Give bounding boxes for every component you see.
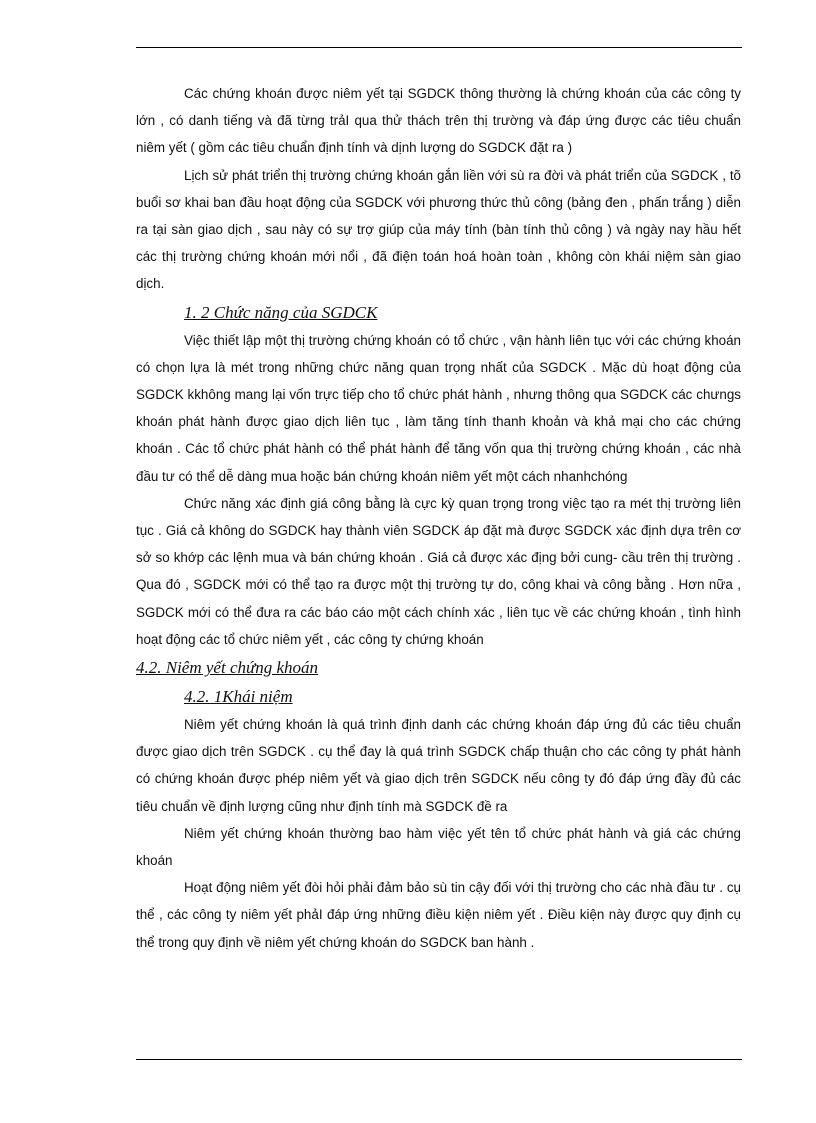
paragraph: Hoạt động niêm yết đòi hỏi phải đảm bảo sù tin cậy đối với thị trường cho các nhà đầu tư . cụ thể , các công ty niêm yết phảI đáp ứng những điều kiện niêm yết . Điều kiện này được quy định cụ thể trong quy định về niêm yết chứng khoán do SGDCK ban hành . (136, 880, 741, 950)
paragraph: Các chứng khoán được niêm yết tại SGDCK thông thường là chứng khoán của các công ty lớn , có danh tiếng và đã từng trảI qua thử thách trên thị trường và đáp ứng được các tiêu chuẩn niêm yết ( gồm các tiêu chuẩn định tính và dịnh lượng do SGDCK đặt ra ) (136, 86, 741, 156)
paragraph: Niêm yết chứng khoán là quá trình định danh các chứng khoán đáp ứng đủ các tiêu chuẩn được giao dịch trên SGDCK . cụ thể đay là quá trình SGDCK chấp thuận cho các công ty phát hành có chứng khoán được phép niêm yết và giao dịch trên SGDCK nếu công ty đó đáp ứng đầy đủ các tiêu chuẩn về định lượng cũng như định tính mà SGDCK đề ra (136, 717, 741, 814)
paragraph: Chức năng xác định giá công bằng là cực kỳ quan trọng trong việc tạo ra mét thị trường liên tục . Giá cả không do SGDCK hay thành viên SGDCK áp đặt mà được SGDCK xác định dựa trên cơ sở so khớp các lệnh mua và bán chứng khoán . Giá cả được xác địng bởi cung- cầu trên thị trường . Qua đó , SGDCK mới có thể tạo ra được một thị trường tự do, công khai và công bằng . Hơn nữa , SGDCK mới có thể đưa ra các báo cáo một cách chính xác , liên tục về các chứng khoán , tình hình hoạt động các tổ chức niêm yết , các công ty chứng khoán (136, 495, 741, 647)
subsection-heading: 4.2. 1Khái niệm (184, 687, 293, 707)
section-heading: 4.2. Niêm yết chứng khoán (136, 658, 319, 678)
paragraph: Việc thiết lập một thị trường chứng khoán có tổ chức , vận hành liên tục với các chứng khoán có chọn lựa là mét trong những chức năng quan trọng nhất của SGDCK . Mặc dù hoạt động của SGDCK kkhông mang lại vốn trực tiếp cho tổ chức phát hành , nhưng thông qua SGDCK các chưngs khoán phát hành được giao dịch liên tục , làm tăng tính thanh khoản và khả mại cho các chứng khoán . Các tổ chức phát hành có thể phát hành để tăng vốn qua thị trường chứng khoán , các nhà đầu tư có thể dễ dàng mua hoặc bán chứng khoán niêm yết một cách nhanhchóng (136, 332, 741, 484)
page-body (136, 80, 741, 956)
section-heading: 1. 2 Chức năng của SGDCK (184, 302, 378, 322)
header-rule (136, 47, 742, 48)
paragraph: Lịch sử phát triển thị trường chứng khoán gắn liền với sù ra đời và phát triển của SGDCK , tõ buổi sơ khai ban đầu hoạt động của SGDCK với phương thức thủ công (bảng đen , phấn trắng ) diễn ra tại sàn giao dịch , sau này có sự trợ giúp của máy tính (bàn tính thủ công ) và ngày nay hầu hết các thị trường chứng khoán mới nổi , đã điện toán hoá hoàn toàn , không còn khái niệm sàn giao dịch. (136, 167, 741, 292)
footer-rule (136, 1059, 742, 1060)
paragraph: Niêm yết chứng khoán thường bao hàm việc yết tên tổ chức phát hành và giá các chứng khoán (136, 825, 741, 869)
